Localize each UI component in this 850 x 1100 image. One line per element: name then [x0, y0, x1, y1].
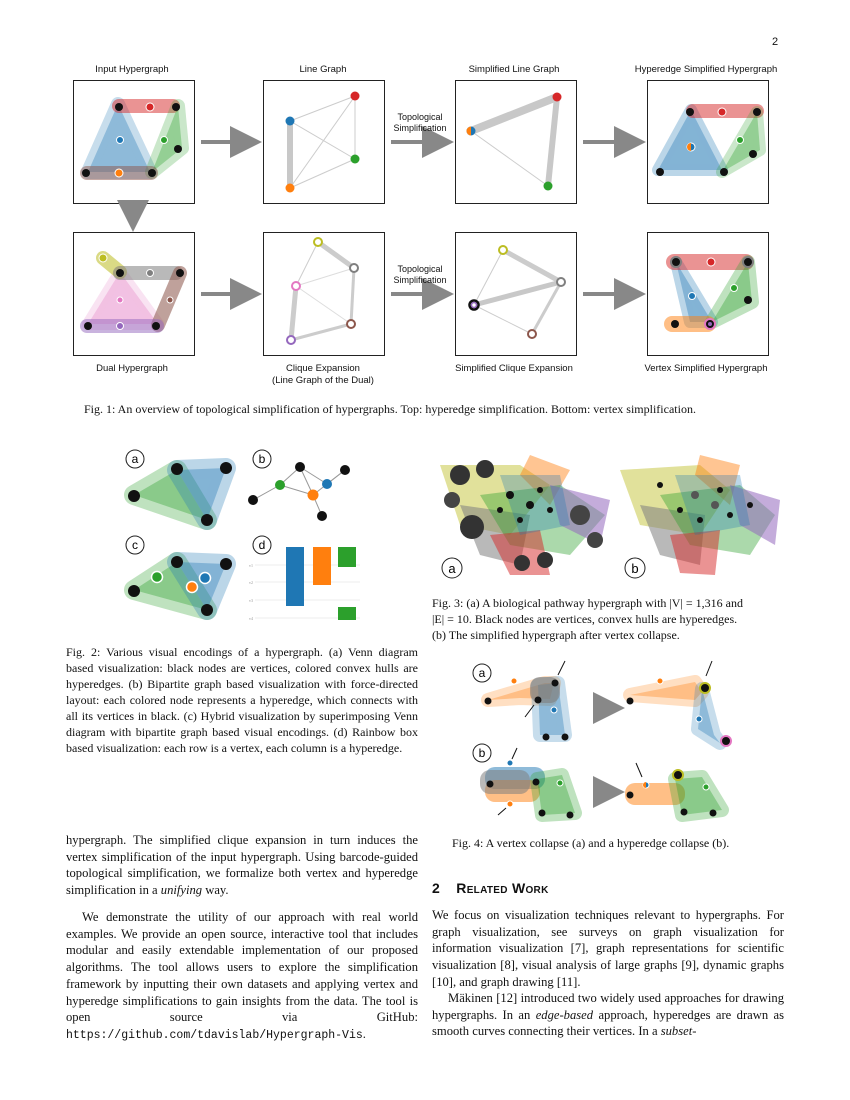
fig1-title-line: Line Graph [299, 64, 347, 75]
fig1-title-clique-sub: (Line Graph of the Dual) [272, 375, 374, 386]
fig1-title-input: Input Hypergraph [95, 64, 169, 75]
dual-hypergraph [80, 254, 184, 333]
fig1-title-vertex-simplified: Vertex Simplified Hypergraph [644, 363, 768, 374]
fig3-panel-b [620, 455, 780, 578]
fig1-topo-label-top [385, 112, 455, 134]
topo-label-line2: Simplification [393, 123, 447, 133]
fig4-label-b: b [478, 746, 486, 760]
para2-text: We demonstrate the utility of our approach with real world examples. We provide an open source, interactive tool that includes modular and easily extendable implementation of our proposed algorithms. The tool allows users to explore the simplification framework by inputting their own datasets and applying vertex and hyperedge simplifications to gain insights from the data. The tool is open source via GitHub: [66, 910, 418, 1025]
fig1-graphics [0, 0, 850, 400]
topo-label-line2: Simplification [393, 275, 447, 285]
fig3-graphics [430, 445, 790, 585]
para1-em: unifying [160, 883, 203, 898]
fig2-label-c: c [132, 538, 138, 552]
fig3-label-b: b [631, 561, 639, 576]
fig4-label-a: a [478, 666, 486, 680]
topo-label-line1: Topological [397, 264, 443, 274]
fig2-label-a: a [131, 452, 139, 466]
input-hypergraph [80, 99, 182, 180]
para2b: approach, hyperedges are drawn as smooth curves connecting their vertices. In a [432, 1007, 784, 1039]
related-work-para2 [432, 990, 784, 1040]
fig1-title-simplified-line: Simplified Line Graph [468, 64, 560, 75]
para2a: Mäkinen [12] introduced two widely used approaches for drawing hypergraphs. In an [432, 991, 784, 1022]
fig1-title-hyperedge-simplified: Hyperedge Simplified Hypergraph [634, 64, 778, 75]
left-col-para2 [66, 909, 418, 1045]
left-col-para1 [66, 832, 418, 899]
fig3-caption-line3: (b) The simplified hypergraph after vertex collapse. [432, 628, 680, 642]
fig1-caption: Fig. 1: An overview of topological simplification of hypergraphs. Top: hyperedge simplification. Bottom: vertex simplification. [84, 402, 696, 416]
hyperedge-simplified-hypergraph [656, 104, 764, 176]
fig4-panel-b [473, 744, 722, 819]
rainbow-tick: v2 [249, 580, 253, 585]
clique-expansion [287, 238, 358, 344]
para2-em2: subset- [660, 1024, 697, 1039]
fig2-panel-d [249, 536, 360, 620]
fig4-graphics [470, 655, 770, 830]
fig3-caption [432, 595, 788, 643]
fig4-panel-a [473, 661, 731, 746]
rainbow-tick: v1 [249, 563, 253, 568]
fig3-label-a: a [448, 561, 456, 576]
fig1-title-dual: Dual Hypergraph [96, 363, 168, 374]
page-number: 2 [772, 36, 779, 48]
section-heading [432, 880, 549, 896]
fig2-panel-b [248, 450, 350, 521]
fig4-caption: Fig. 4: A vertex collapse (a) and a hyperedge collapse (b). [452, 836, 730, 850]
para1-end: way. [202, 883, 229, 898]
related-work-para1: We focus on visualization techniques relevant to hypergraphs. For graph visualization, see surveys on graph visualization for information visualization [7], graph representations for scientific visualization [8], visual analysis of large graphs [9], dynamic graphs [10], and graph drawing [11]. [432, 908, 784, 989]
fig2-panel-a [126, 450, 232, 526]
fig2-label-b: b [258, 452, 266, 466]
fig2-label-d: d [258, 538, 266, 552]
simplified-line-graph [467, 93, 562, 191]
rainbow-tick: v4 [249, 616, 253, 620]
rainbow-tick: v3 [249, 598, 253, 603]
simplified-clique-expansion [470, 246, 566, 338]
fig1-topo-label-bottom [385, 264, 455, 286]
para1-text: hypergraph. The simplified clique expansion in turn induces the vertex simplification of the input hypergraph. Using barcode-guided topological simplification, we formalize both vertex and hyperedge simplification in a [66, 833, 418, 898]
line-graph [286, 92, 360, 193]
fig2-panel-c [126, 536, 232, 616]
topo-label-line1: Topological [397, 112, 443, 122]
vertex-simplified-hypergraph [664, 254, 754, 332]
section-title: Related Work [456, 880, 549, 896]
para2-em1: edge-based [535, 1007, 594, 1022]
fig1-title-simplified-clique: Simplified Clique Expansion [455, 363, 573, 374]
fig3-caption-line2: |E| = 10. Black nodes are vertices, convex hulls are hyperedges. [432, 612, 738, 626]
fig1-title-clique: Clique Expansion [286, 363, 360, 374]
fig3-panel-a [440, 455, 610, 578]
fig2-graphics [110, 440, 370, 620]
section-number: 2 [432, 880, 441, 896]
github-link[interactable]: https://github.com/tdavislab/Hypergraph-Vis [66, 1028, 363, 1042]
fig3-caption-line1: Fig. 3: (a) A biological pathway hypergraph with |V| = 1,316 and [432, 596, 743, 610]
para2-end: . [362, 1026, 366, 1041]
fig2-caption: Fig. 2: Various visual encodings of a hypergraph. (a) Venn diagram based visualization: black nodes are vertices, colored convex hulls are hyperedges. (b) Bipartite graph based visualization with force-directed layout: each colored node represents a hyperedge, which connects with all its vertices in black. (c) Hybrid visualization by superimposing Venn diagram with bipartite graph based visual encodings. (d) Rainbow box based visualization: each row is a vertex, each column is a hyperedge. [66, 645, 418, 755]
